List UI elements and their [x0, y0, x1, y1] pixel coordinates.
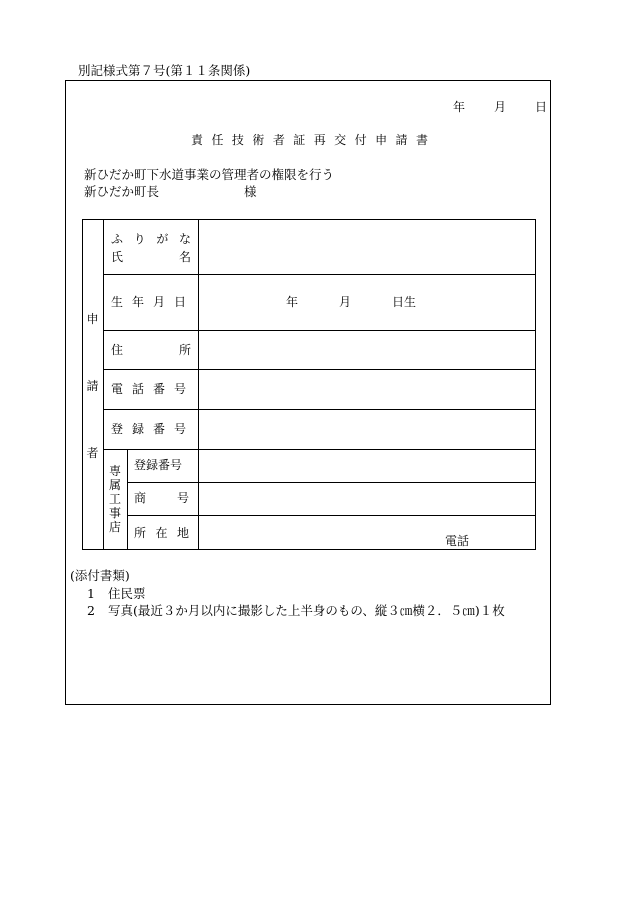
attachment-item-text: 写真(最近３か月以内に撮影した上半身のもの、縦３㎝横２．５㎝)１枚	[108, 603, 505, 618]
title-char: 任	[211, 133, 224, 147]
birthdate-char: 日	[173, 295, 186, 309]
applicant-header	[82, 313, 103, 459]
title-char: 書	[415, 133, 428, 147]
addressee-line-2: 新ひだか町長	[84, 184, 160, 199]
name-label	[111, 251, 191, 263]
applicant-header-char: 者	[86, 446, 99, 460]
furigana-label	[111, 233, 191, 245]
name-field[interactable]	[200, 221, 534, 273]
attachment-item-number: 1	[87, 586, 95, 601]
table-row-divider	[103, 409, 536, 410]
table-divider-v3	[127, 449, 128, 550]
table-row-divider	[127, 515, 536, 516]
title-char: 交	[334, 133, 347, 147]
phone-char: 電	[111, 382, 124, 396]
attachments-heading: (添付書類)	[70, 568, 130, 583]
title-char: 者	[272, 133, 285, 147]
birthdate-month-label: 月	[339, 295, 352, 309]
registration-char: 号	[173, 422, 186, 436]
location-field[interactable]	[200, 517, 534, 548]
table-border-right	[535, 219, 536, 550]
table-row-divider	[103, 274, 536, 275]
date-day-label: 日	[535, 100, 548, 114]
registration-label	[111, 423, 186, 435]
contractor-header-char: 属	[108, 478, 121, 492]
title-char: 請	[395, 133, 408, 147]
applicant-header-char: 請	[86, 379, 99, 393]
title-char: 証	[293, 133, 306, 147]
registration-field[interactable]	[200, 411, 534, 447]
address-char: 住	[111, 343, 124, 357]
trade-name-char: 号	[176, 491, 189, 505]
contractor-registration-field[interactable]	[200, 451, 534, 481]
title-char: 責	[191, 133, 204, 147]
location-label	[134, 527, 189, 539]
table-row-divider	[127, 482, 536, 483]
document-title	[191, 134, 428, 146]
birthdate-label	[111, 296, 186, 308]
date-year-label: 年	[453, 100, 466, 114]
title-char: 術	[252, 133, 265, 147]
table-row-divider	[103, 369, 536, 370]
contractor-header-char: 工	[108, 492, 121, 506]
attachment-item-text: 住民票	[108, 586, 146, 601]
location-char: 所	[134, 526, 147, 540]
table-row-divider	[103, 449, 536, 450]
table-border-bottom	[82, 549, 536, 550]
address-char: 所	[178, 343, 191, 357]
furigana-char: が	[156, 232, 169, 246]
birthdate-year-label: 年	[286, 295, 299, 309]
birthdate-char: 月	[152, 295, 165, 309]
name-char: 氏	[111, 250, 124, 264]
phone-char: 番	[152, 382, 165, 396]
registration-char: 登	[111, 422, 124, 436]
furigana-char: り	[133, 232, 146, 246]
furigana-char: ふ	[111, 232, 124, 246]
table-row-divider	[103, 330, 536, 331]
title-char: 技	[231, 133, 244, 147]
location-char: 在	[155, 526, 168, 540]
contractor-header-char: 事	[108, 506, 121, 520]
birthdate-char: 年	[131, 295, 144, 309]
title-char: 申	[375, 133, 388, 147]
addressee-honorific: 様	[244, 184, 257, 199]
phone-label	[111, 383, 186, 395]
table-divider-v2	[198, 219, 199, 550]
address-field[interactable]	[200, 332, 534, 368]
date-month-label: 月	[494, 100, 507, 114]
address-label	[111, 344, 191, 356]
form-label: 別記様式第７号(第１１条関係)	[78, 63, 251, 78]
title-char: 再	[313, 133, 326, 147]
location-char: 地	[176, 526, 189, 540]
contractor-phone-label: 電話	[445, 534, 470, 548]
applicant-header-char: 申	[86, 312, 99, 326]
table-border-top	[82, 219, 536, 220]
phone-char: 号	[173, 382, 186, 396]
trade-name-char: 商	[134, 491, 147, 505]
addressee-line-1: 新ひだか町下水道事業の管理者の権限を行う	[84, 167, 335, 182]
attachment-item-number: 2	[87, 603, 95, 618]
trade-name-label	[134, 492, 189, 504]
trade-name-field[interactable]	[200, 484, 534, 514]
name-char: 名	[178, 250, 191, 264]
birthdate-day-label: 日生	[392, 295, 417, 309]
title-char: 付	[354, 133, 367, 147]
contractor-header-char: 店	[108, 520, 121, 534]
birthdate-char: 生	[111, 295, 124, 309]
contractor-registration-label: 登録番号	[134, 458, 183, 472]
registration-char: 番	[152, 422, 165, 436]
phone-field[interactable]	[200, 371, 534, 407]
phone-char: 話	[131, 382, 144, 396]
contractor-header-char: 専	[108, 464, 121, 478]
registration-char: 録	[131, 422, 144, 436]
furigana-char: な	[178, 232, 191, 246]
exclusive-contractor-header	[103, 465, 127, 533]
